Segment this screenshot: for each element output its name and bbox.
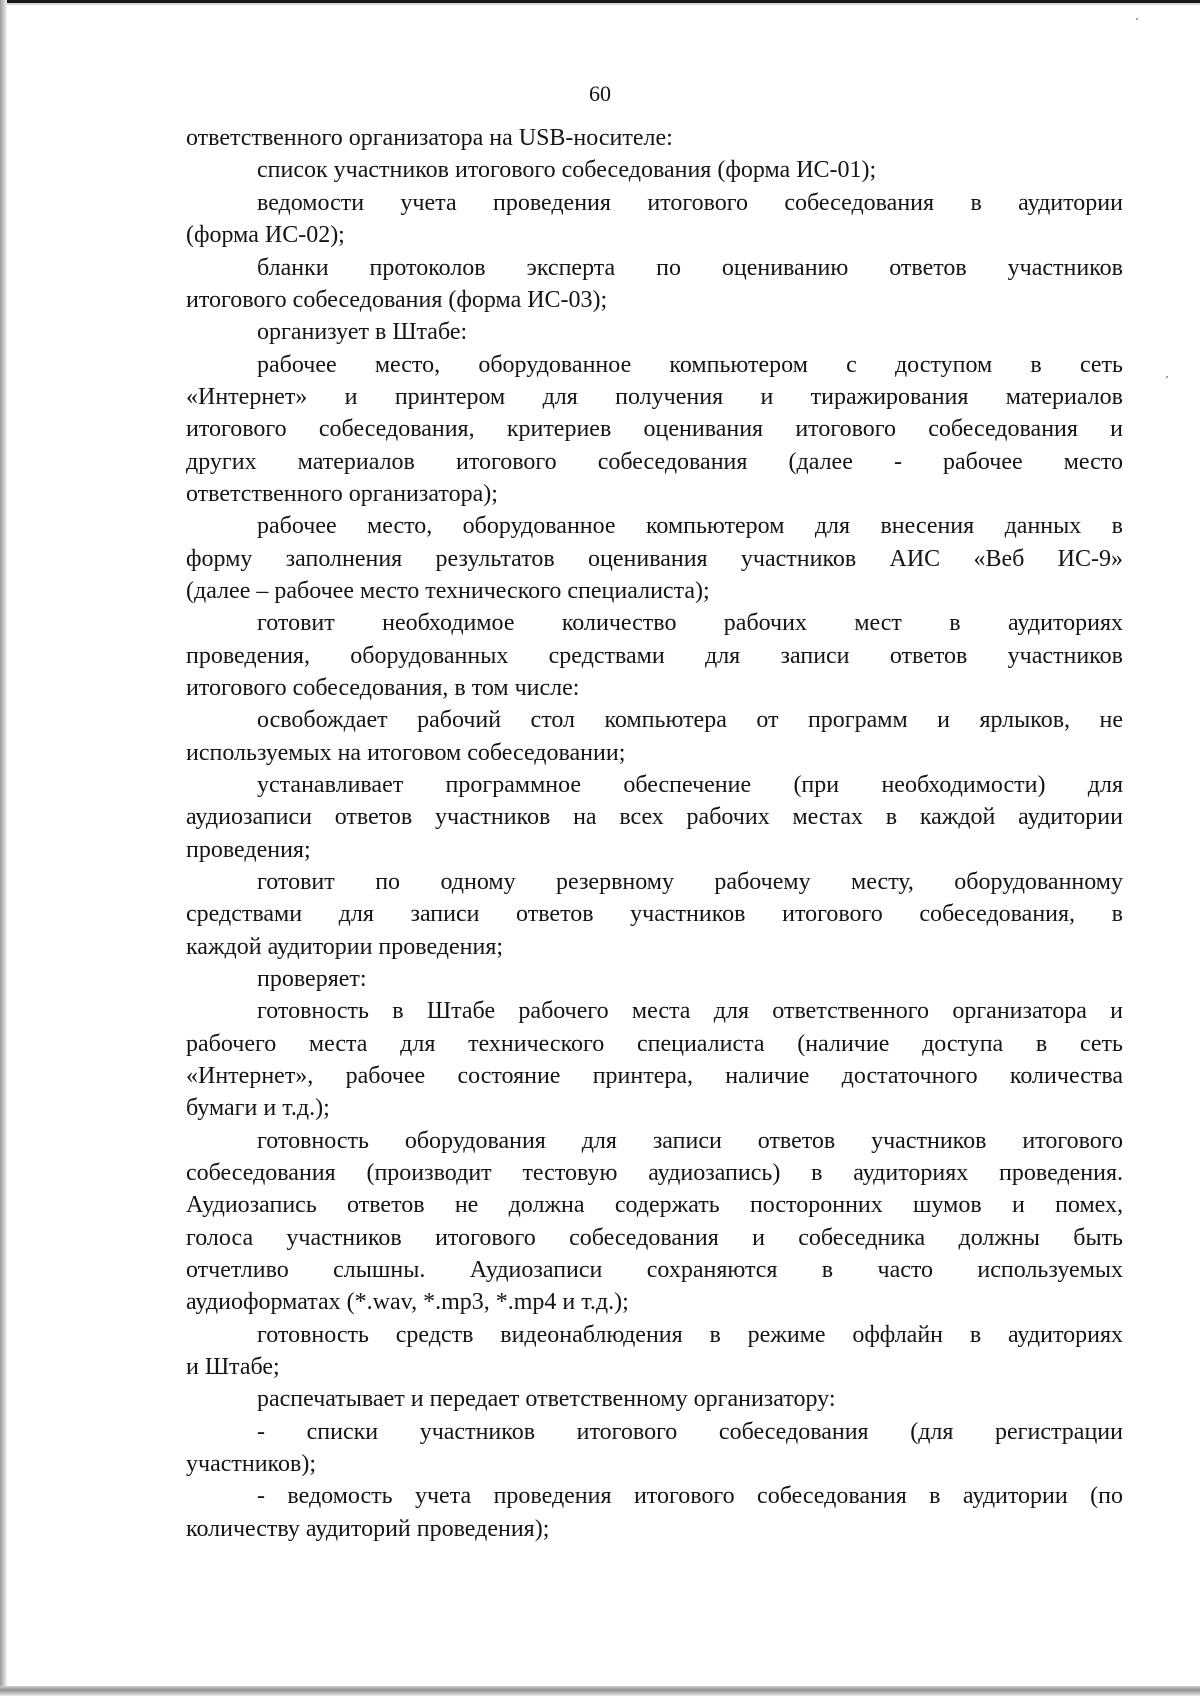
text-line: распечатывает и передает ответственному организатору: xyxy=(257,1386,836,1412)
text-line: «Интернет», рабочее состояние принтера, наличие достаточного количества xyxy=(186,1063,1123,1089)
text-line: ответственного организатора на USB-носителе: xyxy=(186,125,673,151)
text-line: рабочее место, оборудованное компьютером с доступом в сеть xyxy=(257,352,1123,378)
text-line: итогового собеседования, критериев оценивания итогового собеседования и xyxy=(186,416,1123,442)
text-line: готовит по одному резервному рабочему месту, оборудованному xyxy=(257,869,1123,895)
text-line: проведения, оборудованных средствами для записи ответов участников xyxy=(186,643,1123,669)
text-line: каждой аудитории проведения; xyxy=(186,934,504,960)
text-line: (далее – рабочее место технического специалиста); xyxy=(186,578,710,604)
text-line: аудиоформатах (*.wav, *.mp3, *.mp4 и т.д.); xyxy=(186,1289,629,1315)
scan-left-edge xyxy=(0,0,7,1696)
text-line: освобождает рабочий стол компьютера от программ и ярлыков, не xyxy=(257,707,1123,733)
text-line: рабочего места для технического специалиста (наличие доступа в сеть xyxy=(186,1031,1123,1057)
scan-speck xyxy=(1136,18,1138,20)
text-line: и Штабе; xyxy=(186,1354,280,1380)
text-line: ответственного организатора); xyxy=(186,481,498,507)
text-line: список участников итогового собеседования (форма ИС-01); xyxy=(257,157,877,183)
text-line: готовит необходимое количество рабочих мест в аудиториях xyxy=(257,610,1123,636)
text-line: бланки протоколов эксперта по оцениванию ответов участников xyxy=(257,255,1123,281)
text-line: организует в Штабе: xyxy=(257,319,468,345)
text-line: - списки участников итогового собеседования (для регистрации xyxy=(257,1419,1123,1445)
text-line: аудиозаписи ответов участников на всех рабочих местах в каждой аудитории xyxy=(186,804,1123,830)
text-line: собеседования (производит тестовую аудиозапись) в аудиториях проведения. xyxy=(186,1160,1123,1186)
text-line: готовность оборудования для записи ответов участников итогового xyxy=(257,1128,1123,1154)
text-line: участников); xyxy=(186,1451,316,1477)
scan-top-shadow xyxy=(0,3,1200,5)
text-line: итогового собеседования, в том числе: xyxy=(186,675,580,701)
text-line: средствами для записи ответов участников итогового собеседования, в xyxy=(186,901,1123,927)
text-line: форму заполнения результатов оценивания участников АИС «Веб ИС-9» xyxy=(186,546,1123,572)
text-line: устанавливает программное обеспечение (при необходимости) для xyxy=(257,772,1123,798)
text-line: Аудиозапись ответов не должна содержать посторонних шумов и помех, xyxy=(186,1192,1123,1218)
scan-speck xyxy=(1166,376,1168,378)
text-line: итогового собеседования (форма ИС-03); xyxy=(186,287,608,313)
text-line: используемых на итоговом собеседовании; xyxy=(186,740,626,766)
text-line: проверяет: xyxy=(257,966,367,992)
text-line: голоса участников итогового собеседования и собеседника должны быть xyxy=(186,1225,1123,1251)
scan-bottom-edge xyxy=(0,1686,1200,1696)
text-line: - ведомость учета проведения итогового собеседования в аудитории (по xyxy=(257,1483,1123,1509)
text-line: «Интернет» и принтером для получения и тиражирования материалов xyxy=(186,384,1123,410)
text-line: бумаги и т.д.); xyxy=(186,1095,330,1121)
text-line: отчетливо слышны. Аудиозаписи сохраняются в часто используемых xyxy=(186,1257,1123,1283)
text-line: других материалов итогового собеседования (далее - рабочее место xyxy=(186,449,1123,475)
text-line: ведомости учета проведения итогового собеседования в аудитории xyxy=(257,190,1123,216)
text-line: количеству аудиторий проведения); xyxy=(186,1516,550,1542)
page-number: 60 xyxy=(589,81,611,106)
text-line: проведения; xyxy=(186,837,311,863)
text-line: (форма ИС-02); xyxy=(186,222,345,248)
text-line: готовность в Штабе рабочего места для ответственного организатора и xyxy=(257,998,1123,1024)
text-line: готовность средств видеонаблюдения в режиме оффлайн в аудиториях xyxy=(257,1322,1123,1348)
text-line: рабочее место, оборудованное компьютером для внесения данных в xyxy=(257,513,1123,539)
